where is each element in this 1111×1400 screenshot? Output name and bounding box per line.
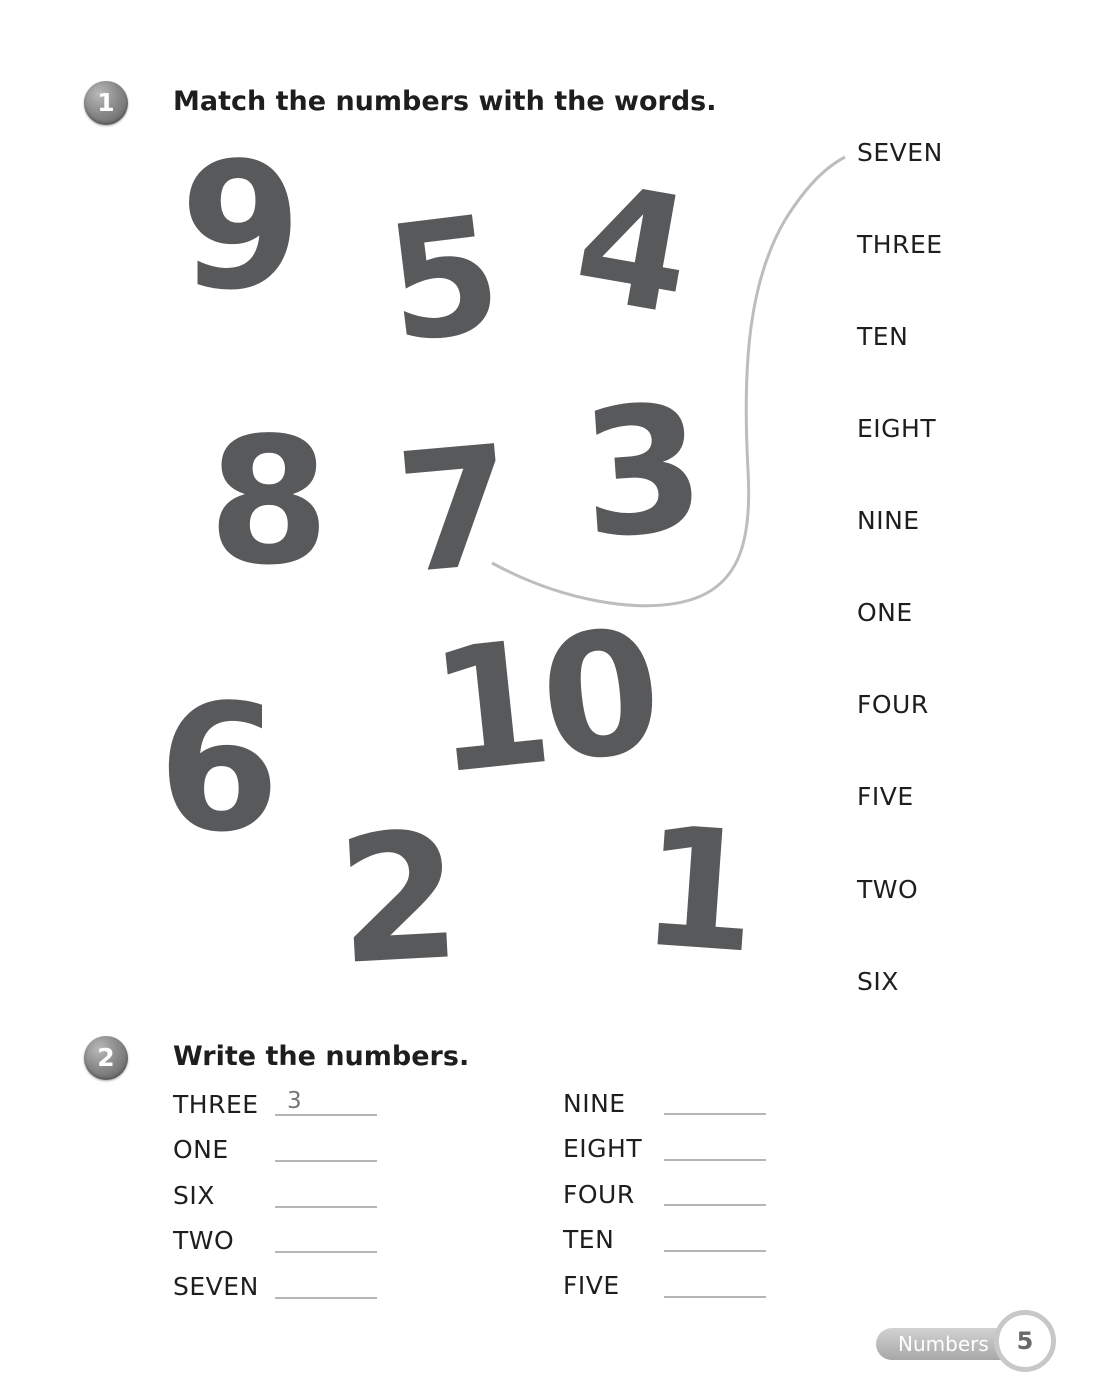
word-six: SIX (857, 967, 899, 996)
big-number-10: 10 (422, 593, 663, 813)
word-five: FIVE (857, 782, 914, 811)
answer-value: 3 (287, 1088, 302, 1114)
exercise-2-badge: 2 (84, 1036, 128, 1080)
word-one: ONE (857, 598, 913, 627)
answer-blank[interactable] (275, 1138, 377, 1162)
answer-blank[interactable] (275, 1275, 377, 1299)
word-three: THREE (857, 230, 943, 259)
page-number: 5 (994, 1310, 1056, 1372)
write-row-label: FIVE (563, 1271, 620, 1300)
write-row-label: ONE (173, 1135, 229, 1164)
big-number-2: 2 (332, 794, 465, 1005)
big-number-8: 8 (208, 401, 330, 604)
answer-blank[interactable] (664, 1091, 766, 1115)
answer-blank[interactable] (664, 1137, 766, 1161)
big-number-6: 6 (158, 668, 280, 871)
write-row-label: FOUR (563, 1180, 635, 1209)
write-row-label: NINE (563, 1089, 626, 1118)
word-eight: EIGHT (857, 414, 937, 443)
answer-blank[interactable] (275, 1184, 377, 1208)
write-row-label: SIX (173, 1181, 215, 1210)
word-ten: TEN (857, 322, 909, 351)
write-row-label: THREE (173, 1090, 259, 1119)
big-number-9: 9 (180, 126, 302, 329)
exercise-2-heading: Write the numbers. (173, 1041, 470, 1072)
big-number-5: 5 (376, 179, 511, 380)
word-two: TWO (857, 875, 919, 904)
answer-blank[interactable] (664, 1274, 766, 1298)
big-number-4: 4 (562, 147, 705, 352)
big-number-1: 1 (635, 790, 764, 990)
word-four: FOUR (857, 690, 929, 719)
write-row-label: EIGHT (563, 1134, 643, 1163)
write-row-label: TEN (563, 1225, 615, 1254)
word-seven: SEVEN (857, 138, 943, 167)
write-row-label: SEVEN (173, 1272, 259, 1301)
exercise-1-badge: 1 (84, 81, 128, 125)
answer-blank[interactable] (275, 1088, 377, 1116)
answer-blank[interactable] (275, 1229, 377, 1253)
big-number-3: 3 (575, 367, 711, 578)
big-number-7: 7 (389, 409, 521, 611)
exercise-1-heading: Match the numbers with the words. (173, 86, 717, 117)
answer-blank[interactable] (664, 1228, 766, 1252)
word-nine: NINE (857, 506, 920, 535)
write-row-label: TWO (173, 1226, 235, 1255)
answer-blank[interactable] (664, 1182, 766, 1206)
section-label: Numbers (876, 1328, 1016, 1360)
